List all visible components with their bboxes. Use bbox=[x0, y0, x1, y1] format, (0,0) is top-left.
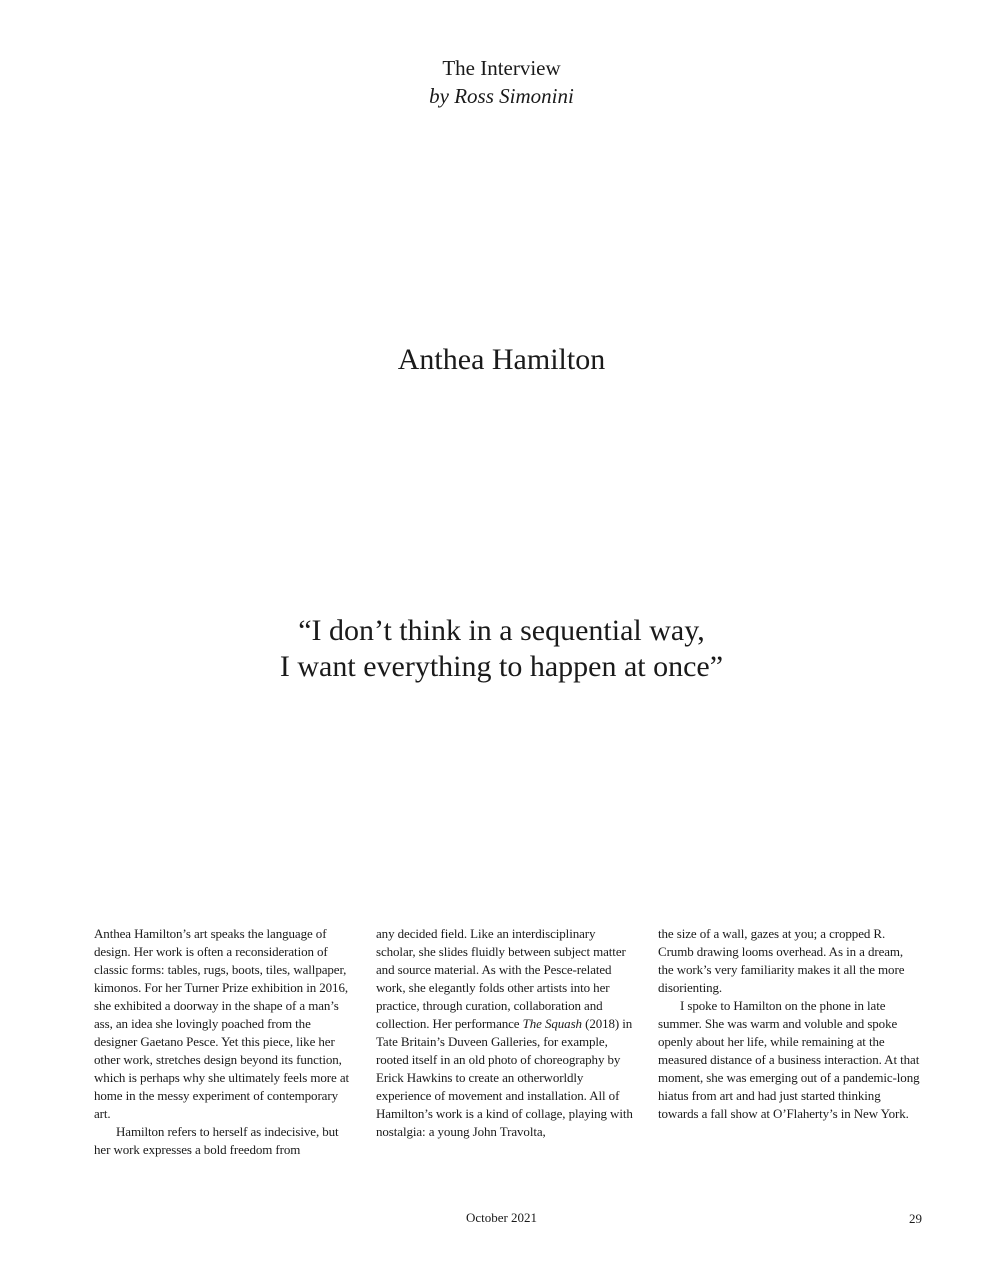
pull-quote bbox=[0, 613, 1003, 685]
work-title: The Squash bbox=[522, 1016, 582, 1031]
article-column-2 bbox=[376, 925, 638, 1141]
pull-quote-line-2: I want everything to happen at once” bbox=[279, 650, 724, 683]
byline: by Ross Simonini bbox=[429, 84, 574, 108]
paragraph: I spoke to Hamilton on the phone in late summer. She was warm and voluble and spoke openly about her life, while remaining at the measured distance of a business interaction. At that moment, she was emerging out of a pandemic-long hiatus from art and had just started thinking towards a fall show at O’Flaherty’s in New York. bbox=[658, 998, 920, 1121]
paragraph: Anthea Hamilton’s art speaks the language of design. Her work is often a reconsideration of classic forms: tables, rugs, boots, tiles, wallpaper, kimonos. For her Turner Prize exhibition in 2016, she exhibited a doorway in the shape of a man’s ass, an idea she lovingly poached from the designer Gaetano Pesce. Yet this piece, like her other work, stretches design beyond its function, which is perhaps why she ultimately feels more at home in the messy experiment of contemporary art. bbox=[94, 926, 350, 1121]
section-title: The Interview bbox=[442, 56, 561, 80]
text-run: (2018) in Tate Britain’s Duveen Galleries, for example, rooted itself in an old photo of choreography by Erick Hawkins to create an otherworldly experience of movement and installation. All of Hamilton’s work is a kind of collage, playing with nostalgia: a young John Travolta, bbox=[376, 1016, 633, 1139]
text-run: any decided field. Like an interdisciplinary scholar, she slides fluidly between subject matter and source material. As with the Pesce-related work, she elegantly folds other artists into her practice, through curation, collaboration and collection. Her performance bbox=[376, 926, 626, 1031]
interviewee-name: Anthea Hamilton bbox=[397, 343, 606, 376]
issue-date: October 2021 bbox=[465, 1210, 538, 1225]
page-number: 29 bbox=[909, 1211, 922, 1226]
pull-quote-line-1: “I don’t think in a sequential way, bbox=[298, 614, 705, 647]
paragraph: Hamilton refers to herself as indecisive, but her work expresses a bold freedom from bbox=[94, 1124, 339, 1157]
article-column-1 bbox=[94, 925, 356, 1159]
paragraph bbox=[376, 925, 638, 1141]
paragraph: the size of a wall, gazes at you; a cropped R. Crumb drawing looms overhead. As in a dream, the work’s very familiarity makes it all the more disorienting. bbox=[658, 926, 905, 995]
article-column-3 bbox=[658, 925, 920, 1123]
